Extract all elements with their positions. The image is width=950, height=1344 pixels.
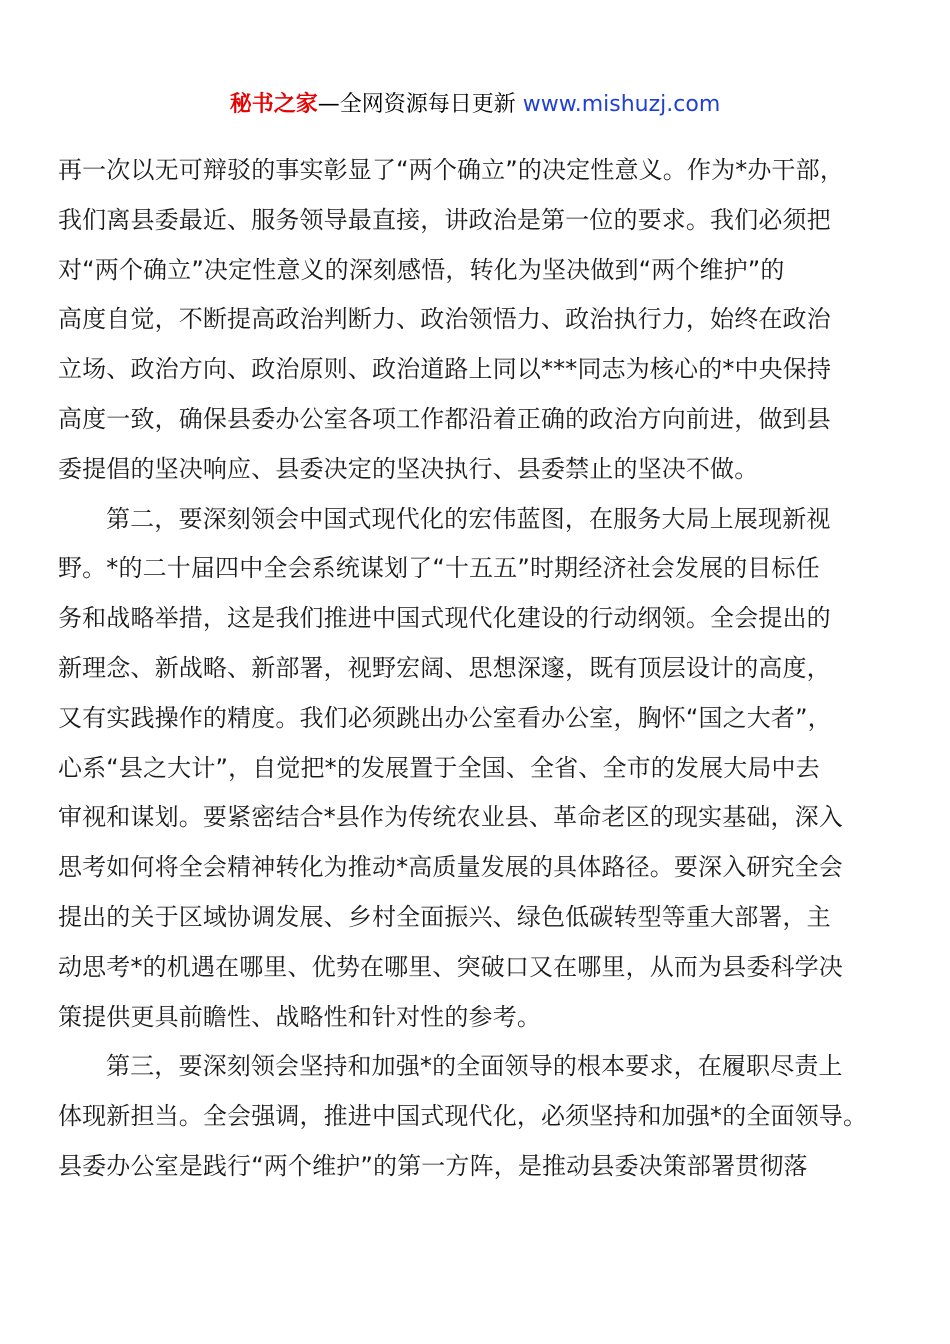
site-header — [0, 88, 950, 122]
document-body — [58, 146, 892, 1192]
text-line: 审视和谋划。要紧密结合*县作为传统农业县、革命老区的现实基础，深入 — [58, 803, 843, 832]
site-tagline: —全网资源每日更新 — [317, 92, 523, 117]
text-line: 高度自觉，不断提高政治判断力、政治领悟力、政治执行力，始终在政治 — [58, 305, 831, 334]
text-line: 新理念、新战略、新部署，视野宏阔、思想深邃，既有顶层设计的高度， — [58, 653, 831, 682]
text-line: 务和战略举措，这是我们推进中国式现代化建设的行动纲领。全会提出的 — [58, 604, 831, 633]
text-line: 县委办公室是践行“两个维护”的第一方阵，是推动县委决策部署贯彻落 — [58, 1151, 808, 1180]
text-line: 动思考*的机遇在哪里、优势在哪里、突破口又在哪里，从而为县委科学决 — [58, 952, 843, 981]
text-line: 提出的关于区域协调发展、乡村全面振兴、绿色低碳转型等重大部署，主 — [58, 902, 831, 931]
text-line: 野。*的二十届四中全会系统谋划了“十五五”时期经济社会发展的目标任 — [58, 554, 820, 583]
paragraph-start-line: 第三，要深刻领会坚持和加强*的全面领导的根本要求，在履职尽责上 — [106, 1052, 843, 1081]
text-line: 体现新担当。全会强调，推进中国式现代化，必须坚持和加强*的全面领导。 — [58, 1102, 868, 1131]
text-line: 我们离县委最近、服务领导最直接，讲政治是第一位的要求。我们必须把 — [58, 205, 831, 234]
text-line: 高度一致，确保县委办公室各项工作都沿着正确的政治方向前进，做到县 — [58, 404, 831, 433]
text-line: 心系“县之大计”，自觉把*的发展置于全国、全省、全市的发展大局中去 — [58, 753, 820, 782]
site-url-link[interactable]: www.mishuzj.com — [522, 92, 721, 117]
text-line: 又有实践操作的精度。我们必须跳出办公室看办公室，胸怀“国之大者”， — [58, 703, 832, 732]
paragraph-start-line: 第二，要深刻领会中国式现代化的宏伟蓝图，在服务大局上展现新视 — [106, 504, 831, 533]
site-brand: 秘书之家 — [229, 92, 318, 117]
text-line: 策提供更具前瞻性、战略性和针对性的参考。 — [58, 1002, 541, 1031]
text-line: 委提倡的坚决响应、县委决定的坚决执行、县委禁止的坚决不做。 — [58, 454, 759, 483]
text-line: 对“两个确立”决定性意义的深刻感悟，转化为坚决做到“两个维护”的 — [58, 255, 785, 284]
text-line: 再一次以无可辩驳的事实彰显了“两个确立”的决定性意义。作为*办干部， — [58, 156, 844, 184]
text-line: 思考如何将全会精神转化为推动*高质量发展的具体路径。要深入研究全会 — [58, 853, 843, 882]
text-line: 立场、政治方向、政治原则、政治道路上同以***同志为核心的*中央保持 — [58, 355, 832, 384]
